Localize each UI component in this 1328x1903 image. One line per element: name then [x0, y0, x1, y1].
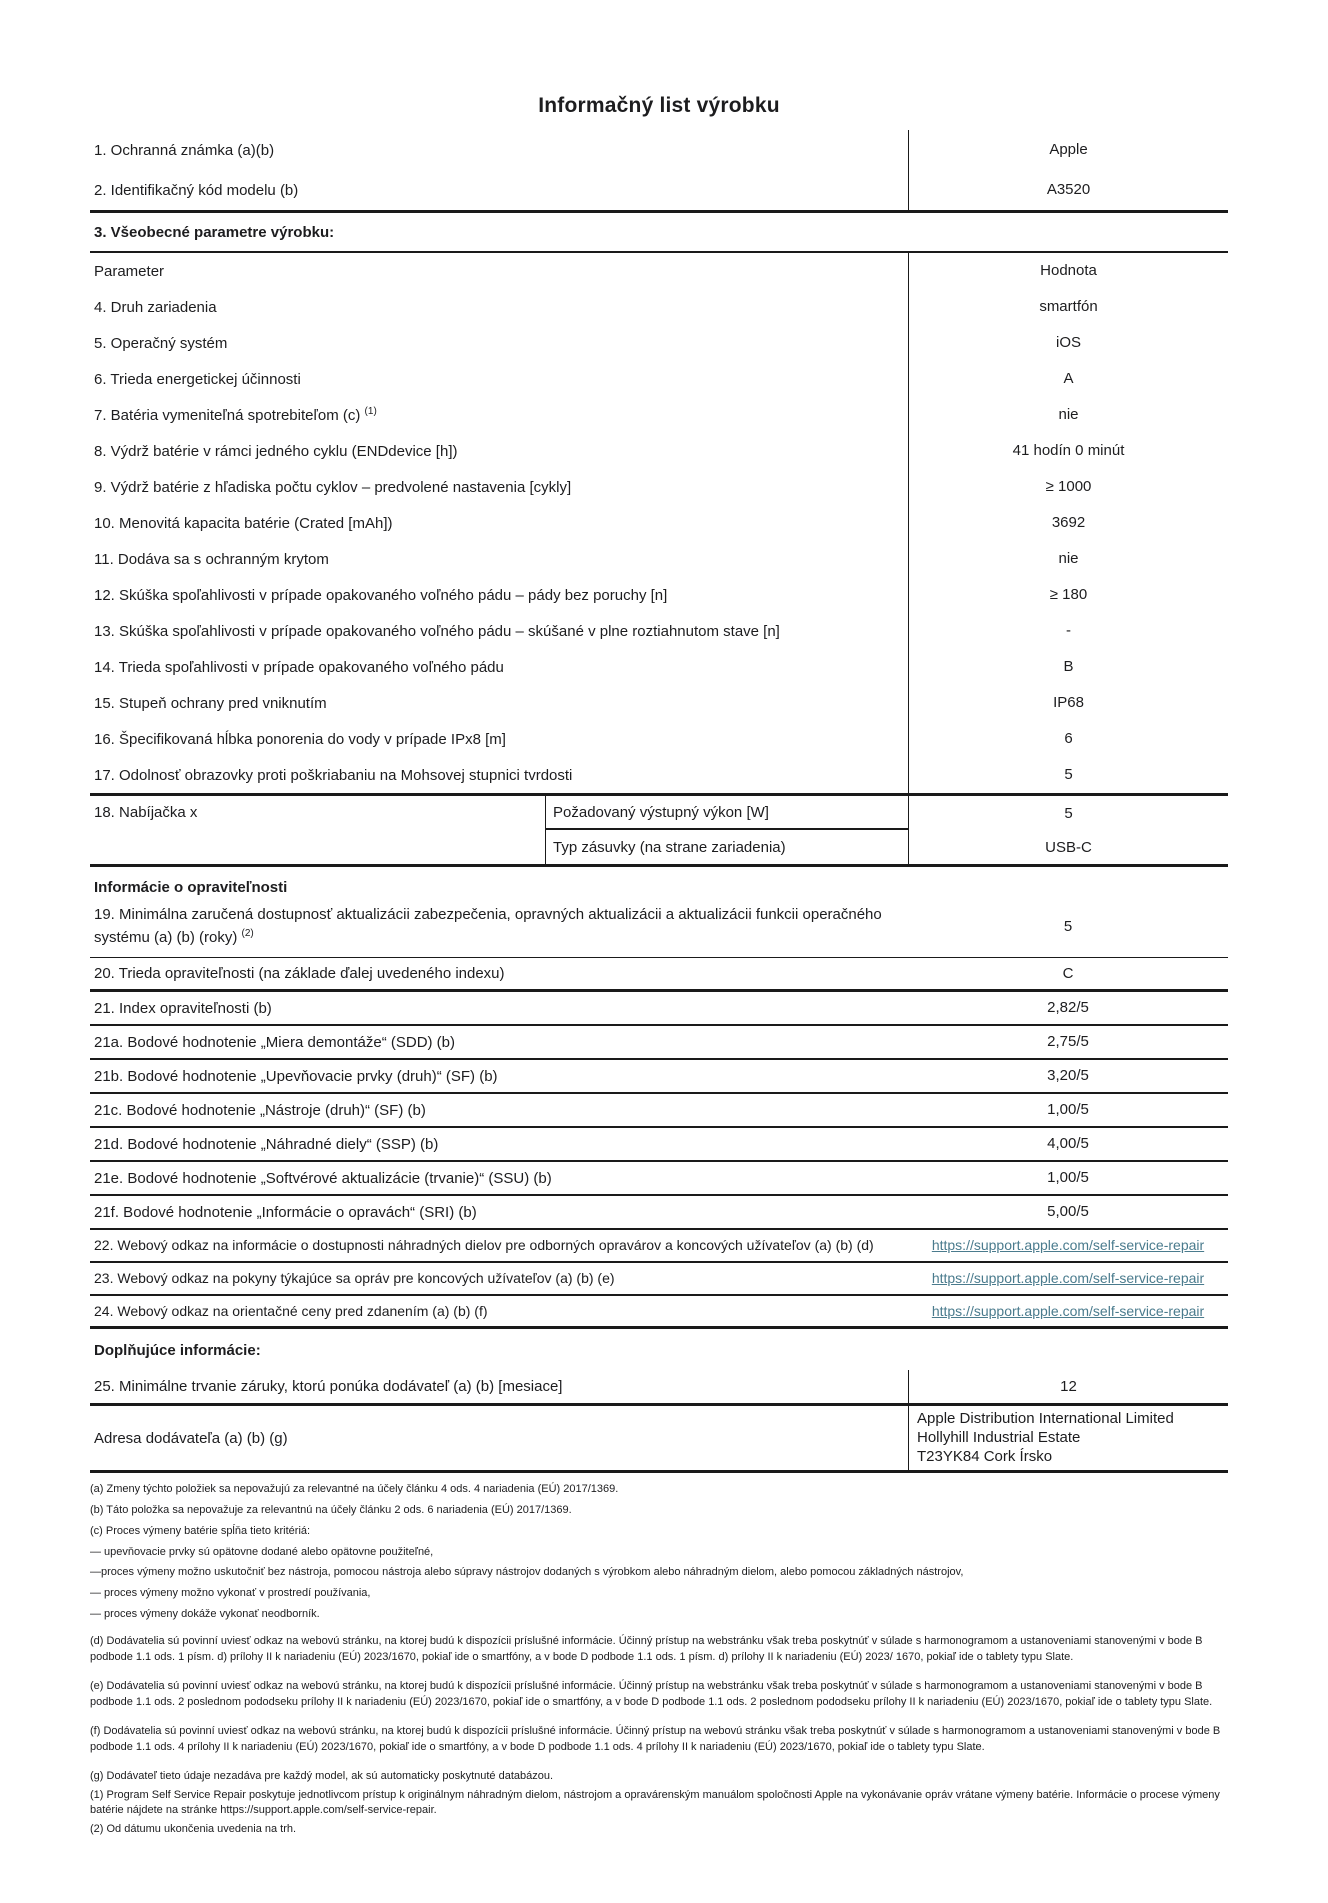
row-value: 5,00/5 — [1047, 1203, 1089, 1221]
row-value: 3692 — [908, 505, 1228, 541]
row-label: 20. Trieda opraviteľnosti (na základe ďalej uvedeného indexu) — [94, 965, 505, 982]
row-value: 1,00/5 — [1047, 1169, 1089, 1187]
table-row-model-code — [90, 170, 1228, 210]
table-row-score-software-updates — [90, 1162, 1228, 1196]
row-label: 21a. Bodové hodnotenie „Miera demontáže“ (SDD) (b) — [94, 1033, 456, 1051]
footnote-a: (a) Zmeny týchto položiek sa nepovažujú za relevantné na účely článku 4 ods. 4 nariadenia (EÚ) 2017/1369. — [90, 1483, 619, 1496]
row-label: 2. Identifikačný kód modelu (b) — [94, 181, 299, 199]
row-value: 2,82/5 — [1047, 999, 1089, 1017]
spare-parts-availability-link[interactable]: https://support.apple.com/self-service-repair — [931, 1237, 1205, 1254]
general-parameters-table — [90, 253, 1228, 796]
row-label: 11. Dodáva sa s ochranným krytom — [94, 550, 329, 568]
supplier-address: Apple Distribution International Limited Hollyhill Industrial Estate T23YK84 Cork Írsko — [917, 1410, 1174, 1465]
table-row-battery-endurance — [90, 433, 1228, 469]
row-label: 17. Odolnosť obrazovky proti poškriabaniu na Mohsovej stupnici tvrdosti — [94, 766, 573, 784]
table-row-repairability-class — [90, 958, 1228, 992]
footnote-1: (1) Program Self Service Repair poskytuje jednotlivcom prístup k originálnym náhradným dielom, nástrojom a opravárenským manuálom spoločnosti Apple na vykonávanie opráv vrátane výmeny batérie. Informácie o procese výmeny batérie nájdete na stránke https://support.apple.com/self-service-repair. — [90, 1789, 1220, 1816]
table-row-repair-instructions-link — [90, 1263, 1228, 1296]
row-label: 16. Špecifikovaná hĺbka ponorenia do vody v prípade IPx8 [m] — [94, 730, 506, 748]
table-row-os — [90, 325, 1228, 361]
footnote-2: (2) Od dátumu ukončenia uvedenia na trh. — [90, 1822, 297, 1835]
table-row-score-fasteners — [90, 1060, 1228, 1094]
footnote-b: (b) Táto položka sa nepovažuje za relevantnú na účely článku 2 ods. 6 nariadenia (EÚ) 2017/1369. — [90, 1504, 572, 1517]
row-label: 24. Webový odkaz na orientačné ceny pred zdanením (a) (b) (f) — [94, 1302, 488, 1319]
table-row-score-sdd — [90, 1026, 1228, 1060]
row-label: 9. Výdrž batérie z hľadiska počtu cyklov – predvolené nastavenia [cykly] — [94, 478, 572, 496]
footnote-c-item-2: —proces výmeny možno uskutočniť bez nástroja, pomocou nástroja alebo súpravy nástrojov dodaných s výrobkom alebo náhradným dielom, alebo pomocou základných nástrojov, — [90, 1566, 964, 1579]
row-value: 12 — [908, 1370, 1228, 1403]
row-value: C — [1062, 964, 1074, 982]
column-header-value: Hodnota — [908, 253, 1228, 289]
row-label: 21c. Bodové hodnotenie „Nástroje (druh)“ (SF) (b) — [94, 1101, 426, 1119]
row-value: ≥ 180 — [908, 577, 1228, 613]
column-header-parameter: Parameter — [94, 262, 165, 280]
footnote-f: (f) Dodávatelia sú povinní uviesť odkaz na webovú stránku, na ktorej budú k dispozícii príslušné informácie. Účinný prístup na webovú stránku však treba poskytnúť v súlade s harmonogramom a ustanoveniami stanovenými v bode B podbode 1.1 ods. 4 prílohy II k nariadeniu (EÚ) 2023/1670, pokiaľ ide o smartfóny, a v bode D podbode 1.1 ods. 4 prílohy II k nariadeniu (EÚ) 2023/1670, pokiaľ ide o tablety typu Slate. — [90, 1725, 1221, 1754]
table-row-supplier-address — [90, 1406, 1228, 1473]
section-heading-repairability: Informácie o opraviteľnosti — [94, 879, 288, 896]
row-label: 25. Minimálne trvanie záruky, ktorú ponúka dodávateľ (a) (b) [mesiace] — [94, 1378, 563, 1395]
table-row-battery-capacity — [90, 505, 1228, 541]
row-label: 21f. Bodové hodnotenie „Informácie o opravách“ (SRI) (b) — [94, 1203, 477, 1221]
row-label: 21d. Bodové hodnotenie „Náhradné diely“ (SSP) (b) — [94, 1135, 439, 1153]
footnote-c-item-4: — proces výmeny dokáže vykonať neodborník. — [90, 1608, 320, 1621]
charger-sub-label-power: Požadovaný výstupný výkon [W] — [545, 796, 908, 830]
row-label: 8. Výdrž batérie v rámci jedného cyklu (ENDdevice [h]) — [94, 442, 458, 460]
row-value: - — [908, 613, 1228, 649]
repair-instructions-link[interactable]: https://support.apple.com/self-service-repair — [931, 1270, 1205, 1287]
row-label: 4. Druh zariadenia — [94, 298, 217, 316]
row-label: Adresa dodávateľa (a) (b) (g) — [94, 1429, 288, 1447]
footnote-c-item-1: — upevňovacie prvky sú opätovne dodané alebo opätovne použiteľné, — [90, 1545, 434, 1558]
footnote-marker: (2) — [241, 927, 254, 939]
row-value: 2,75/5 — [1047, 1033, 1089, 1051]
row-value: nie — [908, 397, 1228, 433]
footnote-c-item-3: — proces výmeny možno vykonať v prostredí používania, — [90, 1587, 371, 1600]
footnotes — [90, 1473, 1236, 1836]
row-label: 10. Menovitá kapacita batérie (Crated [mAh]) — [94, 514, 393, 532]
footnote-e: (e) Dodávatelia sú povinní uviesť odkaz na webovú stránku, na ktorej budú k dispozícii príslušné informácie. Účinný prístup na webstránku však treba poskytnúť v súlade s harmonogramom a ustanoveniami stanovenými v bode B podbode 1.1 ods. 2 poslednom pododseku prílohy II k nariadeniu (EÚ) 2023/1670, pokiaľ ide o smartfóny, a v bode D podbode 1.1 ods. 2 poslednom pododseku prílohy II k nariadeniu (EÚ) 2023/1670, pokiaľ ide o tablety typu Slate. — [90, 1680, 1213, 1709]
row-value: IP68 — [908, 685, 1228, 721]
table-row-repairability-index — [90, 992, 1228, 1026]
table-row-battery-replaceable — [90, 397, 1228, 433]
footnote-marker: (1) — [364, 405, 377, 417]
row-value: 6 — [908, 721, 1228, 757]
charger-sub-value-power: 5 — [908, 796, 1228, 830]
footnote-c: (c) Proces výmeny batérie spĺňa tieto kritériá: — [90, 1524, 311, 1537]
row-label: 21b. Bodové hodnotenie „Upevňovacie prvky (druh)“ (SF) (b) — [94, 1067, 498, 1085]
row-label: 7. Batéria vymeniteľná spotrebiteľom (c) $^{(1)}$ — [94, 405, 377, 424]
table-row-protective-cover — [90, 541, 1228, 577]
table-row-energy-class — [90, 361, 1228, 397]
charger-table — [90, 796, 1228, 867]
row-value: 4,00/5 — [1047, 1135, 1089, 1153]
row-value: ≥ 1000 — [908, 469, 1228, 505]
row-value: 3,20/5 — [1047, 1067, 1089, 1085]
row-label: 19. Minimálna zaručená dostupnosť aktualizácii zabezpečenia, opravných aktualizácii a aktualizácii funkcii operačného systému (a) (b) (roky) $^{(2)}$ — [94, 906, 882, 946]
section-heading-additional-info: Doplňujúce informácie: — [94, 1342, 261, 1359]
row-label: 6. Trieda energetickej účinnosti — [94, 370, 301, 388]
row-value: 1,00/5 — [1047, 1101, 1089, 1119]
row-label: 1. Ochranná známka (a)(b) — [94, 141, 275, 159]
row-value: 5 — [1063, 917, 1073, 935]
row-label-charger: 18. Nabíjačka x — [94, 804, 198, 821]
row-value: 41 hodín 0 minút — [908, 433, 1228, 469]
table-row-battery-cycles — [90, 469, 1228, 505]
table-row-drop-test — [90, 577, 1228, 613]
row-value — [908, 1406, 1228, 1470]
row-label: 21e. Bodové hodnotenie „Softvérové aktualizácie (trvanie)“ (SSU) (b) — [94, 1169, 552, 1187]
page-title: Informačný list výrobku — [538, 94, 780, 117]
charger-sub-label-socket: Typ zásuvky (na strane zariadenia) — [545, 830, 908, 864]
row-value: smartfón — [908, 289, 1228, 325]
row-label: 14. Trieda spoľahlivosti v prípade opakovaného voľného pádu — [94, 658, 504, 676]
footnote-g: (g) Dodávateľ tieto údaje nezadáva pre každý model, ak sú automaticky poskytnuté databázou. — [90, 1769, 554, 1782]
row-label: 21. Index opraviteľnosti (b) — [94, 999, 272, 1017]
row-label: 22. Webový odkaz na informácie o dostupnosti náhradných dielov pre odborných opravárov a koncových užívateľov (a) (b) (d) — [94, 1237, 874, 1254]
table-row-score-spare-parts — [90, 1128, 1228, 1162]
row-label: 23. Webový odkaz na pokyny týkajúce sa opráv pre koncových užívateľov (a) (b) (e) — [94, 1270, 615, 1287]
row-value: iOS — [908, 325, 1228, 361]
table-row-update-availability — [90, 898, 1228, 958]
table-row-trademark — [90, 130, 1228, 170]
table-row-drop-reliability-class — [90, 649, 1228, 685]
row-value: A — [908, 361, 1228, 397]
table-row-header — [90, 253, 1228, 289]
row-label: 15. Stupeň ochrany pred vniknutím — [94, 694, 327, 712]
table-row-immersion-depth — [90, 721, 1228, 757]
table-row-score-tools — [90, 1094, 1228, 1128]
row-value: 5 — [908, 757, 1228, 793]
table-row-score-repair-info — [90, 1196, 1228, 1230]
section-heading-general-parameters: 3. Všeobecné parametre výrobku: — [90, 213, 1228, 253]
row-label: 5. Operačný systém — [94, 334, 228, 352]
row-label: 13. Skúška spoľahlivosti v prípade opakovaného voľného pádu – skúšané v plne roztiahnutom stave [n] — [94, 622, 780, 640]
table-row-device-type — [90, 289, 1228, 325]
table-row-warranty — [90, 1370, 1228, 1406]
row-value: Apple — [908, 130, 1228, 170]
table-row-pretax-prices-link — [90, 1296, 1228, 1329]
row-value: nie — [908, 541, 1228, 577]
pretax-prices-link[interactable]: https://support.apple.com/self-service-repair — [931, 1302, 1205, 1319]
row-value: B — [908, 649, 1228, 685]
footnote-d: (d) Dodávatelia sú povinní uviesť odkaz na webovú stránku, na ktorej budú k dispozícii príslušné informácie. Účinný prístup na webstránku však treba poskytnúť v súlade s harmonogramom a ustanoveniami stanovenými v bode B podbode 1.1 ods. 1 písm. d) prílohy II k nariadeniu (EÚ) 2023/1670, pokiaľ ide o smartfóny, a v bode D podbode 1.1 ods. 1 písm. d) prílohy II k nariadeniu (EÚ) 2023/ 1670, pokiaľ ide o tablety typu Slate. — [90, 1635, 1203, 1664]
charger-sub-value-socket: USB-C — [908, 830, 1228, 864]
table-row-spare-parts-link — [90, 1230, 1228, 1263]
row-value: A3520 — [908, 170, 1228, 210]
identification-block — [90, 130, 1228, 213]
table-row-drop-test-unfolded — [90, 613, 1228, 649]
table-row-ingress-protection — [90, 685, 1228, 721]
row-label: 12. Skúška spoľahlivosti v prípade opakovaného voľného pádu – pády bez poruchy [n] — [94, 586, 668, 604]
table-row-scratch-resistance — [90, 757, 1228, 793]
